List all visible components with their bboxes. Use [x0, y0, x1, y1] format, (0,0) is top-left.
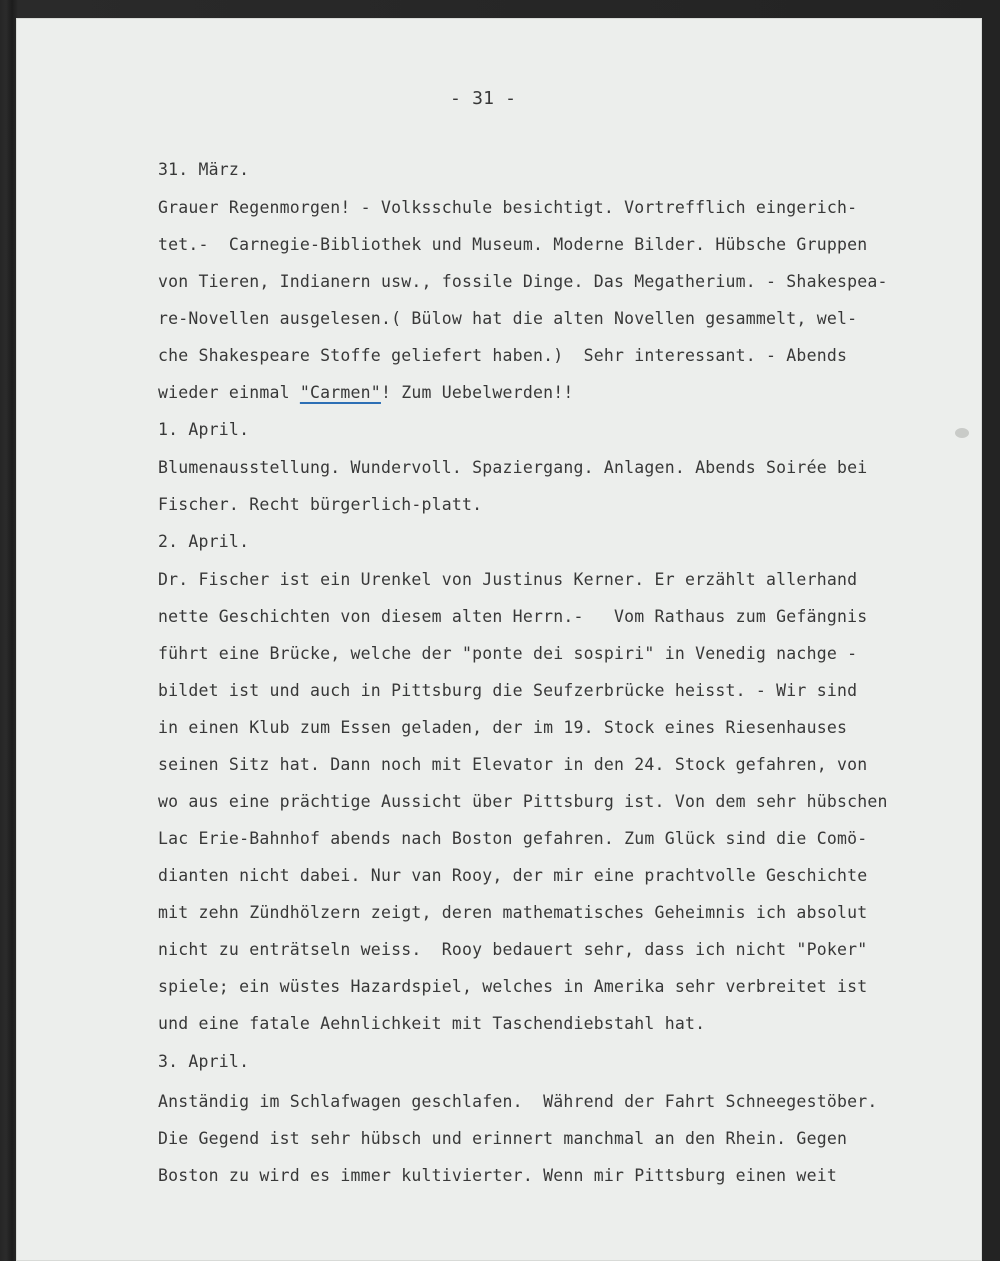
page-number: - 31 - — [450, 88, 517, 109]
paper-smudge — [955, 428, 969, 438]
line-text: ! Zum Uebelwerden!! — [380, 383, 574, 402]
entry-line: Boston zu wird es immer kultivierter. Wenn mir Pittsburg einen weit — [158, 1166, 837, 1185]
entry-line: nette Geschichten von diesem alten Herrn.- Vom Rathaus zum Gefängnis — [158, 607, 868, 626]
entry-line: bildet ist und auch in Pittsburg die Seufzerbrücke heisst. - Wir sind — [158, 681, 858, 700]
entry-line: dianten nicht dabei. Nur van Rooy, der mir eine prachtvolle Geschichte — [158, 866, 868, 885]
entry-line: und eine fatale Aehnlichkeit mit Taschendiebstahl hat. — [158, 1014, 706, 1033]
entry-line: Blumenausstellung. Wundervoll. Spaziergang. Anlagen. Abends Soirée bei — [158, 458, 868, 477]
entry-line: wo aus eine prächtige Aussicht über Pittsburg ist. Von dem sehr hübschen — [158, 792, 888, 811]
entry-line: tet.- Carnegie-Bibliothek und Museum. Moderne Bilder. Hübsche Gruppen — [158, 235, 868, 254]
line-text: wieder einmal — [158, 383, 300, 402]
entry-line: Die Gegend ist sehr hübsch und erinnert manchmal an den Rhein. Gegen — [158, 1129, 848, 1148]
entry-line: nicht zu enträtseln weiss. Rooy bedauert sehr, dass ich nicht "Poker" — [158, 940, 868, 959]
entry-line: seinen Sitz hat. Dann noch mit Elevator in den 24. Stock gefahren, von — [158, 755, 868, 774]
entry-line: Grauer Regenmorgen! - Volksschule besichtigt. Vortrefflich eingerich- — [158, 198, 858, 217]
entry-line: re-Novellen ausgelesen.( Bülow hat die alten Novellen gesammelt, wel- — [158, 309, 858, 328]
entry-line: Fischer. Recht bürgerlich-platt. — [158, 495, 483, 514]
carmen-underlined: "Carmen" — [299, 383, 381, 402]
entry-date-3-april: 3. April. — [158, 1052, 250, 1071]
entry-line: führt eine Brücke, welche der "ponte dei sospiri" in Venedig nachge - — [158, 644, 858, 663]
entry-line: in einen Klub zum Essen geladen, der im 19. Stock eines Riesenhauses — [158, 718, 848, 737]
entry-line: che Shakespeare Stoffe geliefert haben.) Sehr interessant. - Abends — [158, 346, 848, 365]
entry-line: spiele; ein wüstes Hazardspiel, welches in Amerika sehr verbreitet ist — [158, 977, 868, 996]
entry-line: Dr. Fischer ist ein Urenkel von Justinus Kerner. Er erzählt allerhand — [158, 570, 858, 589]
entry-line-carmen — [158, 383, 574, 402]
entry-date-2-april: 2. April. — [158, 532, 250, 551]
entry-date-31-maerz: 31. März. — [158, 160, 250, 179]
entry-date-1-april: 1. April. — [158, 420, 250, 439]
entry-line: Anständig im Schlafwagen geschlafen. Während der Fahrt Schneegestöber. — [158, 1092, 878, 1111]
entry-line: von Tieren, Indianern usw., fossile Dinge. Das Megatherium. - Shakespea- — [158, 272, 888, 291]
entry-line: Lac Erie-Bahnhof abends nach Boston gefahren. Zum Glück sind die Comö- — [158, 829, 868, 848]
entry-line: mit zehn Zündhölzern zeigt, deren mathematisches Geheimnis ich absolut — [158, 903, 868, 922]
